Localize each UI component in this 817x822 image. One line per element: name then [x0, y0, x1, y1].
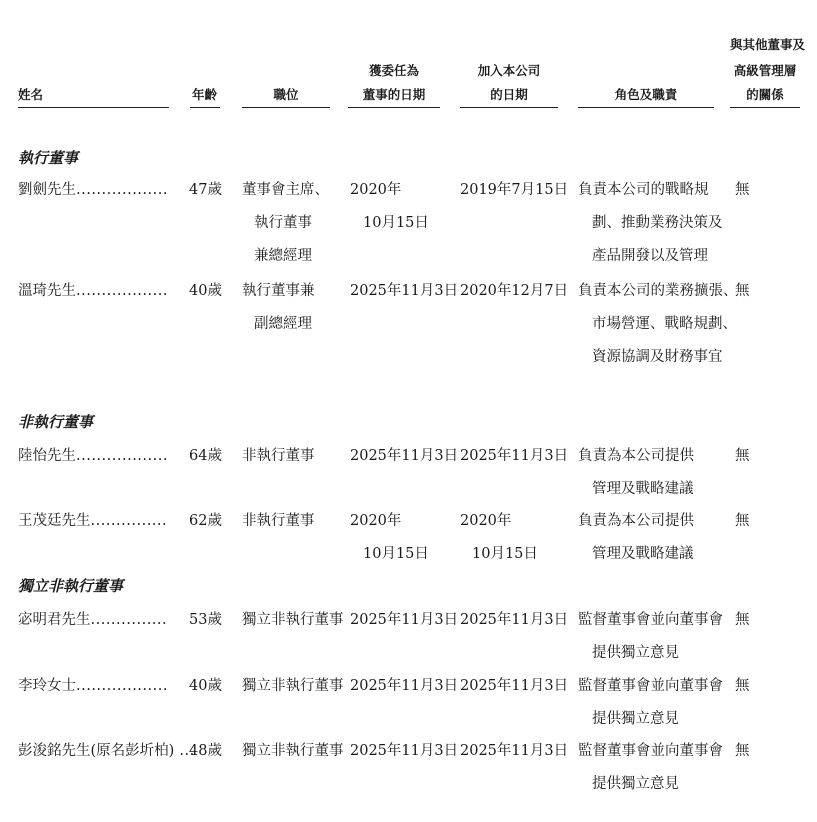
role-text: 負責為本公司提供: [578, 448, 694, 464]
header-appointed-1: 獲委任為: [368, 63, 419, 78]
relationship-text: 無: [735, 182, 750, 198]
joined-date: 10月15日: [472, 546, 538, 562]
header-underline-position: [242, 107, 330, 108]
appointed-date: 2025年11月3日: [350, 678, 459, 694]
director-position: 兼總經理: [254, 248, 312, 264]
header-underline-role: [578, 107, 714, 108]
appointed-date: 2025年11月3日: [350, 283, 459, 299]
role-text: 資源協調及財務事宜: [592, 349, 723, 365]
header-relationship-1: 與其他董事及: [730, 37, 806, 52]
appointed-date: 2020年: [350, 182, 402, 198]
relationship-text: 無: [735, 448, 750, 464]
role-text: 劃、推動業務決策及: [592, 215, 723, 231]
director-age: 40歲: [189, 678, 222, 694]
director-name: 劉劍先生..................: [18, 182, 168, 198]
appointed-date: 10月15日: [363, 215, 429, 231]
director-position: 董事會主席、: [242, 182, 329, 198]
director-age: 40歲: [189, 283, 222, 299]
header-appointed-2: 董事的日期: [362, 87, 426, 102]
header-underline-appointed: [348, 107, 440, 108]
director-position: 非執行董事: [242, 513, 315, 529]
relationship-text: 無: [735, 513, 750, 529]
role-text: 監督董事會並向董事會: [578, 743, 723, 759]
header-age: 年齡: [192, 87, 218, 102]
director-name: 陸怡先生..................: [18, 448, 168, 464]
role-text: 提供獨立意見: [592, 711, 679, 727]
section-title-non-executive: 非執行董事: [18, 413, 94, 431]
director-age: 47歲: [189, 182, 222, 198]
header-name: 姓名: [18, 87, 44, 102]
appointed-date: 2020年: [350, 513, 402, 529]
header-joined-1: 加入本公司: [477, 63, 541, 78]
joined-date: 2025年11月3日: [460, 678, 569, 694]
director-position: 獨立非執行董事: [242, 743, 344, 759]
director-position: 執行董事: [254, 215, 312, 231]
header-relationship-2: 高級管理層: [733, 63, 797, 78]
joined-date: 2019年7月15日: [460, 182, 569, 198]
director-name: 王茂廷先生...............: [18, 513, 168, 529]
role-text: 管理及戰略建議: [592, 546, 694, 562]
joined-date: 2020年: [460, 513, 512, 529]
header-role: 角色及職責: [614, 87, 678, 102]
joined-date: 2025年11月3日: [460, 743, 569, 759]
appointed-date: 2025年11月3日: [350, 743, 459, 759]
role-text: 負責本公司的戰略規: [578, 182, 709, 198]
role-text: 產品開發以及管理: [592, 248, 708, 264]
director-name: 李玲女士..................: [18, 678, 168, 694]
role-text: 提供獨立意見: [592, 776, 679, 792]
header-underline-name: [18, 107, 169, 108]
director-age: 48歲: [189, 743, 222, 759]
director-age: 62歲: [189, 513, 222, 529]
appointed-date: 2025年11月3日: [350, 612, 459, 628]
role-text: 監督董事會並向董事會: [578, 678, 723, 694]
relationship-text: 無: [735, 678, 750, 694]
header-joined-2: 的日期: [490, 87, 528, 102]
relationship-text: 無: [735, 743, 750, 759]
joined-date: 2025年11月3日: [460, 448, 569, 464]
director-position: 副總經理: [254, 316, 312, 332]
relationship-text: 無: [735, 612, 750, 628]
header-underline-joined: [460, 107, 558, 108]
role-text: 負責為本公司提供: [578, 513, 694, 529]
director-age: 53歲: [189, 612, 222, 628]
joined-date: 2025年11月3日: [460, 612, 569, 628]
header-position: 職位: [273, 87, 299, 102]
director-name: 彭浚銘先生(原名彭圻柏) ...: [18, 743, 195, 759]
joined-date: 2020年12月7日: [460, 283, 569, 299]
appointed-date: 2025年11月3日: [350, 448, 459, 464]
director-name: 宓明君先生...............: [18, 612, 168, 628]
role-text: 提供獨立意見: [592, 645, 679, 661]
header-underline-relationship: [730, 107, 800, 108]
director-age: 64歲: [189, 448, 222, 464]
relationship-text: 無: [735, 283, 750, 299]
director-position: 獨立非執行董事: [242, 678, 344, 694]
appointed-date: 10月15日: [363, 546, 429, 562]
role-text: 管理及戰略建議: [592, 481, 694, 497]
header-underline-age: [190, 107, 220, 108]
director-position: 獨立非執行董事: [242, 612, 344, 628]
role-text: 監督董事會並向董事會: [578, 612, 723, 628]
director-name: 溫琦先生..................: [18, 283, 168, 299]
director-position: 非執行董事: [242, 448, 315, 464]
header-relationship-3: 的關係: [746, 87, 784, 102]
section-title-independent: 獨立非執行董事: [18, 577, 124, 595]
role-text: 負責本公司的業務擴張、: [578, 283, 738, 299]
director-position: 執行董事兼: [242, 283, 315, 299]
section-title-executive: 執行董事: [18, 149, 79, 167]
role-text: 市場營運、戰略規劃、: [592, 316, 737, 332]
